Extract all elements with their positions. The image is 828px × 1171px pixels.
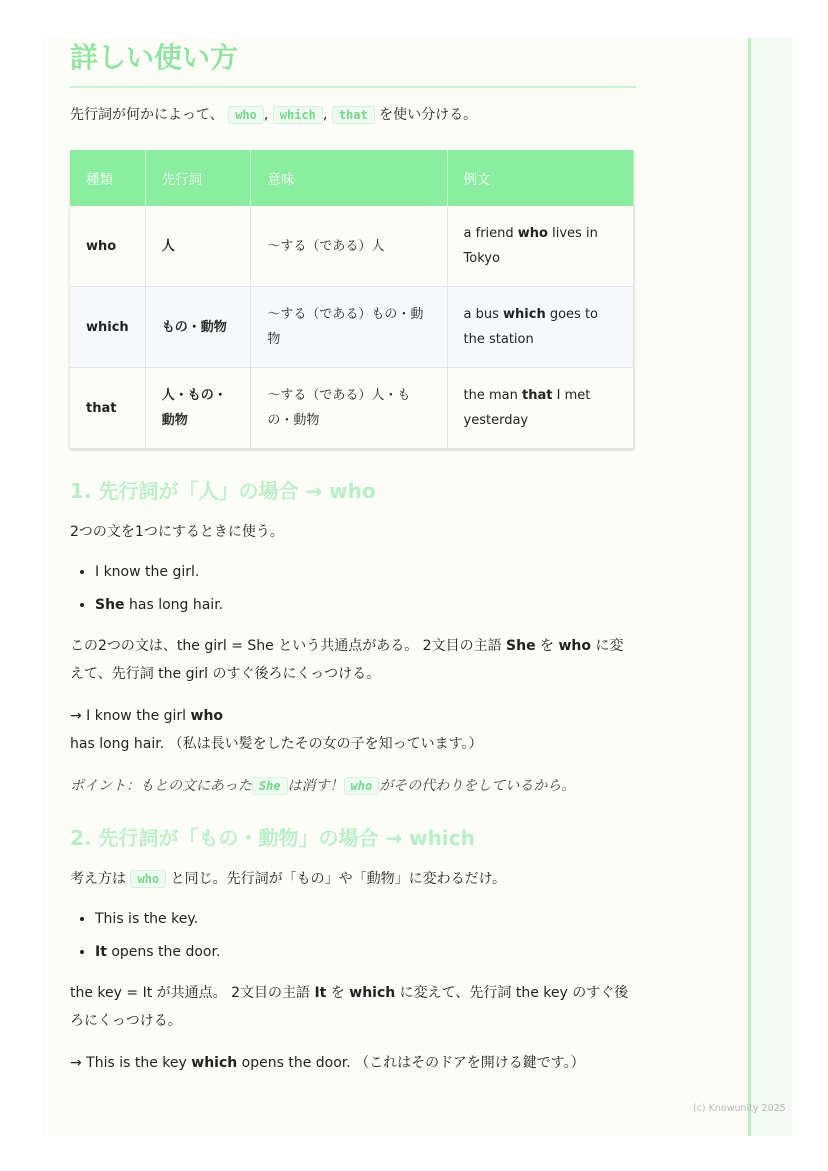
copyright-footer: (c) Knowunity 2025 — [693, 1103, 786, 1114]
cell-example — [447, 287, 633, 368]
table-header-row — [70, 150, 634, 206]
result-text: → I know the girl — [70, 708, 191, 724]
explanation-text: に変えて、先行詞 the key のすぐ後ろにくっつける。 — [70, 985, 629, 1029]
explanation-text: この2つの文は、the girl = She という共通点がある。 2文目の主語 — [70, 638, 507, 654]
header-meaning: 意味 — [251, 150, 447, 206]
keyword: which — [191, 1055, 238, 1071]
header-antecedent: 先行詞 — [145, 150, 251, 206]
point-text: がその代わりをしているから。 — [379, 778, 576, 794]
section1-heading: 1. 先行詞が「人」の場合 → who — [70, 479, 376, 503]
document-content — [70, 38, 636, 1077]
explanation-text: the key = It が共通点。 2文目の主語 — [70, 985, 315, 1001]
lead-text: と同じ。先行詞が「もの」や「動物」に変わるだけ。 — [170, 871, 507, 887]
section1-lead: 2つの文を1つにするときに使う。 — [70, 524, 284, 540]
list-item: • I know the girl. — [95, 556, 636, 589]
section2-lead — [70, 865, 636, 893]
side-margin-band — [748, 38, 792, 1136]
separator: , — [263, 107, 269, 123]
cell-meaning: 〜する（である）人 — [251, 206, 447, 287]
table-row — [70, 368, 634, 449]
section2-heading: 2. 先行詞が「もの・動物」の場合 → which — [70, 826, 475, 850]
example-text: a friend — [463, 226, 518, 241]
example-keyword: which — [503, 307, 546, 322]
example-text: lives in Tokyo — [463, 226, 598, 266]
explanation-text: を — [535, 638, 559, 654]
list-item — [95, 936, 636, 969]
header-kind: 種類 — [70, 150, 145, 206]
result-text: has long hair. （私は長い髪をしたその女の子を知っています。） — [70, 736, 483, 752]
header-example: 例文 — [447, 150, 633, 206]
separator: , — [322, 107, 328, 123]
point-text: ポイント：もとの文にあった — [70, 778, 252, 794]
section1-point — [70, 772, 636, 800]
relative-pronoun-table — [70, 150, 634, 449]
result-text: → This is the key — [70, 1055, 192, 1071]
cell-antecedent: 人・もの・動物 — [145, 368, 251, 449]
keyword: which — [349, 985, 396, 1001]
example-keyword: that — [522, 388, 553, 403]
intro-text: を使い分ける。 — [379, 107, 478, 123]
example-text: I met yesterday — [463, 388, 591, 428]
cell-kind: that — [70, 368, 145, 449]
keyword: who — [190, 708, 224, 724]
lead-text: 考え方は — [70, 871, 126, 887]
example-text: goes to the station — [463, 307, 599, 347]
example-keyword: who — [517, 226, 548, 241]
cell-kind: which — [70, 287, 145, 368]
section2-result — [70, 1049, 636, 1077]
bullet-text: opens the door. — [106, 944, 221, 960]
cell-meaning: 〜する（である）もの・動物 — [251, 287, 447, 368]
bullet-keyword: She — [95, 597, 125, 613]
code-which: which — [273, 106, 323, 124]
section2-explanation — [70, 979, 636, 1035]
section1-examples — [70, 556, 636, 622]
section1-explanation — [70, 632, 636, 688]
code-who: who — [344, 777, 380, 795]
intro-text: 先行詞が何かによって、 — [70, 107, 224, 123]
code-that: that — [332, 106, 375, 124]
cell-example — [447, 206, 633, 287]
code-who: who — [228, 106, 264, 124]
code-who: who — [130, 870, 166, 888]
bullet-keyword: It — [95, 944, 107, 960]
example-text: a bus — [463, 307, 504, 322]
explanation-text: に変えて、先行詞 the girl のすぐ後ろにくっつける。 — [70, 638, 624, 682]
section1-result — [70, 702, 636, 758]
list-item — [95, 589, 636, 622]
keyword: who — [558, 638, 591, 654]
list-item: • This is the key. — [95, 903, 636, 936]
cell-antecedent: 人 — [145, 206, 251, 287]
page-title: 詳しい使い方 — [70, 38, 636, 88]
keyword: It — [314, 985, 327, 1001]
point-text: は消す！ — [287, 778, 344, 794]
section2-examples — [70, 903, 636, 969]
example-text: the man — [463, 388, 522, 403]
cell-kind: who — [70, 206, 145, 287]
explanation-text: を — [326, 985, 350, 1001]
result-text: opens the door. （これはそのドアを開ける鍵です。） — [237, 1055, 585, 1071]
keyword: She — [506, 638, 536, 654]
cell-antecedent: もの・動物 — [145, 287, 251, 368]
cell-meaning: 〜する（である）人・もの・動物 — [251, 368, 447, 449]
intro-paragraph — [70, 104, 636, 126]
code-she: She — [252, 777, 288, 795]
cell-example — [447, 368, 633, 449]
table-row — [70, 206, 634, 287]
table-row — [70, 287, 634, 368]
bullet-text: has long hair. — [124, 597, 224, 613]
